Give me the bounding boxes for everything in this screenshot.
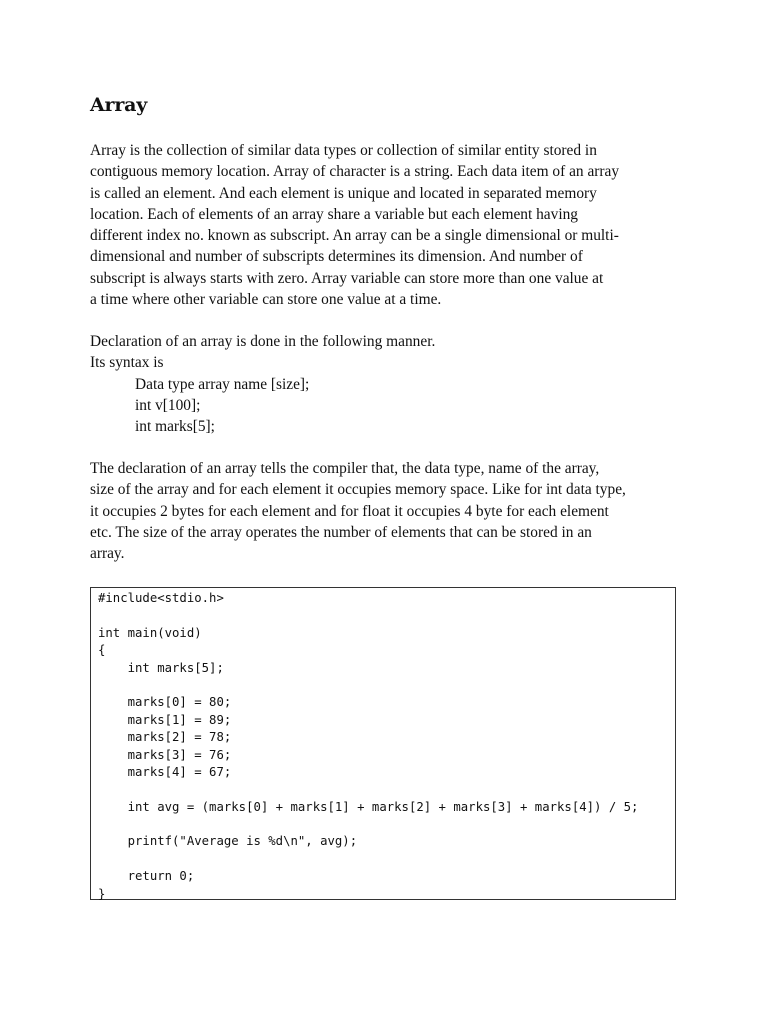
syntax-line: int v[100]; [135, 396, 201, 414]
page-title: Array [90, 94, 148, 116]
text-line: etc. The size of the array operates the number of elements that can be stored in an [90, 523, 592, 541]
code-line [98, 607, 675, 624]
text-line: dimensional and number of subscripts determines its dimension. And number of [90, 248, 583, 266]
syntax-line: int marks[5]; [135, 418, 215, 436]
text-line: Array is the collection of similar data types or collection of similar entity stored in [90, 142, 597, 159]
code-listing [90, 587, 676, 900]
text-line: contiguous memory location. Array of character is a string. Each data item of an array [90, 163, 620, 181]
text-line: different index no. known as subscript. An array can be a single dimensional or multi- [90, 227, 619, 245]
code-line: { [98, 643, 106, 658]
code-line: int main(void) [98, 625, 202, 640]
syntax-line: Data type array name [size]; [135, 375, 310, 393]
code-line: } [98, 886, 106, 901]
code-line [98, 851, 675, 868]
text-line: is called an element. And each element is unique and located in separated memory [90, 184, 597, 202]
code-line: int marks[5]; [98, 660, 224, 675]
declaration-explanation-paragraph [90, 458, 678, 564]
text-line: subscript is always starts with zero. Array variable can store more than one value at [90, 269, 604, 287]
text-line: The declaration of an array tells the compiler that, the data type, name of the array, [90, 460, 600, 477]
code-line [98, 677, 675, 694]
text-line: a time where other variable can store one value at a time. [90, 291, 442, 309]
code-line: marks[2] = 78; [98, 730, 232, 745]
text-line: size of the array and for each element it occupies memory space. Like for int data type, [90, 481, 626, 499]
code-line: int avg = (marks[0] + marks[1] + marks[2] + marks[3] + marks[4]) / 5; [98, 799, 639, 814]
array-definition-paragraph [90, 140, 678, 310]
code-line: #include<stdio.h> [98, 591, 224, 605]
code-line: marks[1] = 89; [98, 712, 232, 727]
declaration-section [90, 331, 678, 437]
code-line: marks[4] = 67; [98, 764, 232, 779]
declaration-intro: Declaration of an array is done in the following manner. [90, 333, 436, 350]
code-line: return 0; [98, 869, 195, 884]
text-line: location. Each of elements of an array share a variable but each element having [90, 205, 578, 223]
code-line: printf("Average is %d\n", avg); [98, 834, 358, 849]
text-line: it occupies 2 bytes for each element and for float it occupies 4 byte for each element [90, 502, 609, 520]
code-line [98, 816, 675, 833]
code-line [98, 781, 675, 798]
text-line: array. [90, 545, 125, 563]
syntax-label: Its syntax is [90, 354, 164, 372]
code-line: marks[3] = 76; [98, 747, 232, 762]
code-line: marks[0] = 80; [98, 695, 232, 710]
